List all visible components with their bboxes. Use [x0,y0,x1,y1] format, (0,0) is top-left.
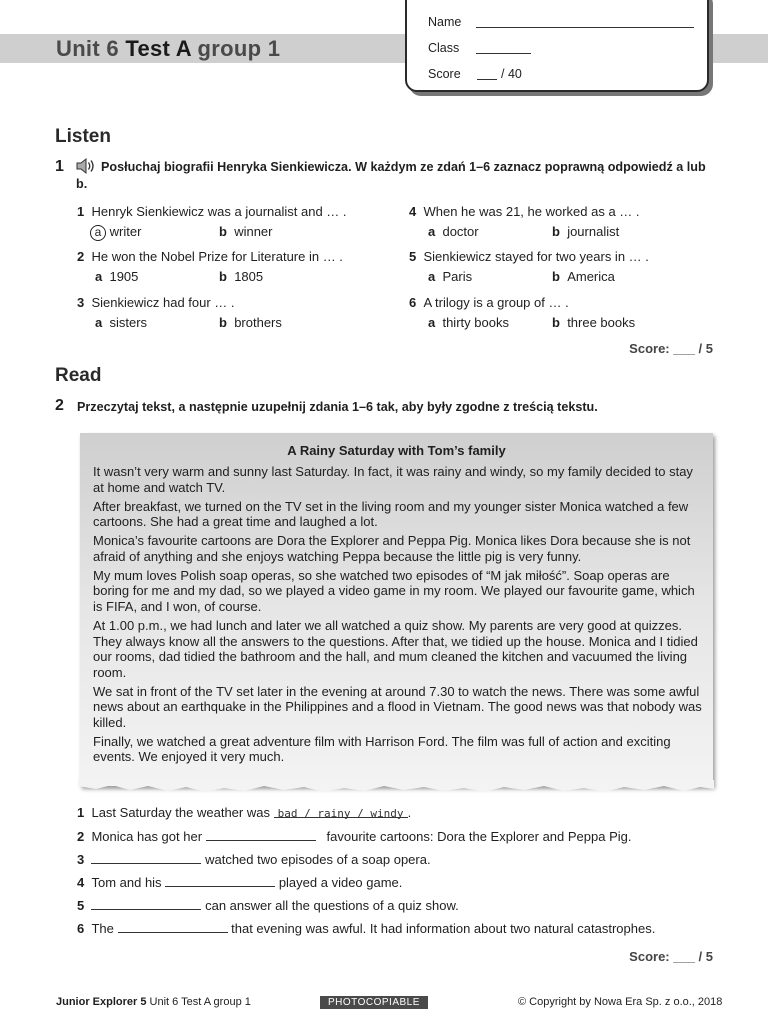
reading-title: A Rainy Saturday with Tom’s family [287,443,506,458]
sentence-6-answer-field[interactable] [118,920,228,933]
read-score: Score: ___ / 5 [629,949,713,964]
class-label: Class [428,41,460,55]
reading-paragraph: After breakfast, we turned on the TV set in the living room and my younger sister Monica watched a few cartoons. She had a great time and laughed a lot. [93,498,689,530]
question-5: 5 Sienkiewicz stayed for two years in … . [409,249,649,264]
read-section-title: Read [55,365,102,386]
sentence-1-answer: bad / rainy / windy [277,807,404,820]
group-label: group 1 [197,36,281,61]
sentence-3-answer-field[interactable] [91,851,201,864]
score-label: Score [428,67,461,81]
exercise-2-instruction: Przeczytaj tekst, a następnie uzupełnij zdania 1–6 tak, aby były zgodne z treścią tekstu. [77,400,598,414]
question-2: 2 He won the Nobel Prize for Literature in … . [77,249,343,264]
selected-option-circle: a [90,225,106,241]
reading-paragraph: My mum loves Polish soap operas, so she watched two episodes of “M jak miłość”. Soap operas are boring for me and my dad, so we played a video game in my room. We played our favourite game, which is FIFA, and I won, of course. [93,567,695,614]
reading-paragraph: Finally, we watched a great adventure film with Harrison Ford. The film was full of action and exciting events. We enjoyed it very much. [93,733,671,765]
class-field[interactable] [476,53,531,54]
reading-paragraph: We sat in front of the TV set later in the evening at around 7.30 to watch the news. There was some awful news about an earthquake in the Philippines and a flood in Vietnam. The good news was that nobody was killed. [93,683,702,730]
question-4: 4 When he was 21, he worked as a … . [409,204,640,219]
test-label: Test A [125,36,192,61]
question-3-option-a[interactable]: a sisters [95,315,148,330]
sentence-4-answer-field[interactable] [165,874,275,887]
exercise-1-number: 1 [55,158,64,175]
footer-test-name: Unit 6 Test A group 1 [149,996,251,1008]
sentence-1-answer-field[interactable] [274,805,408,818]
exercise-1-instruction: Posłuchaj biografii Henryka Sienkiewicza. W każdym ze zdań 1–6 zaznacz poprawną odpowiedź a lub b. [76,160,706,191]
question-4-option-a[interactable]: a doctor [428,224,479,239]
question-1: 1 Henryk Sienkiewicz was a journalist and … . [77,204,347,219]
question-2-option-a[interactable]: a 1905 [95,269,139,284]
question-4-option-b[interactable]: b journalist [552,224,620,239]
sentence-3: 3 watched two episodes of a soap opera. [77,852,431,867]
photocopiable-badge: PHOTOCOPIABLE [320,996,428,1009]
sentence-2-answer-field[interactable] [206,828,316,841]
sentence-4: 4 Tom and his played a video game. [77,875,403,890]
question-2-option-b[interactable]: b 1805 [219,269,264,284]
question-3-option-b[interactable]: b brothers [219,315,282,330]
name-field[interactable] [476,27,694,28]
footer-copyright: © Copyright by Nowa Era Sp. z o.o., 2018 [518,996,723,1008]
question-5-option-a[interactable]: a Paris [428,269,473,284]
exercise-2-number: 2 [55,397,64,414]
footer-book-info [56,996,251,1008]
footer-book-title: Junior Explorer 5 [56,996,147,1008]
torn-edge [78,780,718,796]
reading-paragraph: It wasn’t very warm and sunny last Saturday. In fact, it was rainy and windy, so my family decided to stay at home and watch TV. [93,464,693,495]
unit-label: Unit 6 [56,36,119,61]
question-1-option-b[interactable]: b winner [219,224,273,239]
reading-body [93,464,705,768]
question-6-option-b[interactable]: b three books [552,315,636,330]
reading-paragraph: Monica’s favourite cartoons are Dora the Explorer and Peppa Pig. Monica likes Dora because she is not afraid of anything and she enjoys watching Peppa because the little pig is very funny. [93,533,691,564]
sentence-1: 1 Last Saturday the weather was bad / rainy / windy . [77,805,412,820]
sentence-5-answer-field[interactable] [91,897,201,910]
question-1-option-a[interactable]: a writer [90,224,141,241]
name-label: Name [428,15,462,29]
student-info-box [405,0,709,92]
listen-section-title: Listen [55,126,111,147]
sentence-2: 2 Monica has got her favourite cartoons: Dora the Explorer and Peppa Pig. [77,829,632,844]
reading-text-box [80,433,713,786]
score-field[interactable] [477,79,497,80]
sentence-6: 6 The that evening was awful. It had information about two natural catastrophes. [77,921,656,936]
question-6: 6 A trilogy is a group of … . [409,295,569,310]
question-5-option-b[interactable]: b America [552,269,615,284]
sentence-5: 5 can answer all the questions of a quiz show. [77,898,459,913]
unit-title [56,36,280,62]
listen-score: Score: ___ / 5 [629,341,713,356]
score-total: / 40 [501,67,522,81]
question-3: 3 Sienkiewicz had four … . [77,295,235,310]
question-6-option-a[interactable]: a thirty books [428,315,509,330]
reading-paragraph: At 1.00 p.m., we had lunch and later we all watched a quiz show. My parents are very good at quizzes. They always know all the answers to the questions. After that, we tidied up the house. Monica and I tidied our rooms, dad tidied the bathroom and the hall, and mum cleaned the kitchen and vacuumed the living room. [93,617,698,680]
